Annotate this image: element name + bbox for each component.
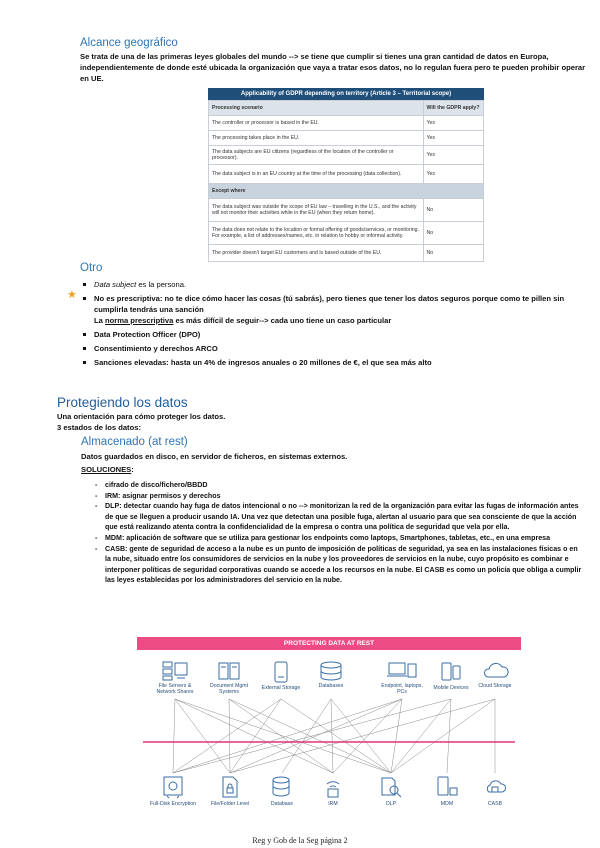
mdm-icon bbox=[435, 775, 459, 799]
list-item: No es prescriptiva: no te dice cómo hacer las cosas (tú sabrás), pero tienes que tener los datos seguros porque como te pillen sin cumplirla tendrás una sanción La norma prescriptiva es más difícil de seguir--> cada uno tiene un caso particular bbox=[80, 293, 580, 326]
node-endpoint: Endpoint, laptops, PCs bbox=[377, 661, 427, 695]
database-icon bbox=[318, 661, 344, 681]
list-item: Data Protection Officer (DPO) bbox=[80, 329, 580, 340]
list-item: - cifrado de disco/fichero/BBDD bbox=[95, 480, 585, 491]
soluciones-list bbox=[95, 480, 585, 586]
table-row: The data subject was outside the scope of EU law – travelling in the U.S., and the activity will not monitor their activities while in the EU (when they return home). No bbox=[209, 199, 484, 222]
connector-line bbox=[173, 699, 175, 773]
node-dlp: DLP bbox=[369, 775, 413, 807]
connector-line bbox=[281, 699, 391, 773]
alcance-text: Se trata de una de las primeras leyes globales del mundo --> se tiene que cumplir si tienes una gran cantidad de datos en Europa, independientemente de donde esté ubicada la organización que vaya a tratar esos datos, no lo regulan fuera pero te pueden prohibir operar en UE. bbox=[80, 52, 586, 83]
connector-line bbox=[230, 699, 495, 773]
list-item: Data subject es la persona. bbox=[80, 279, 580, 290]
list-item: Sanciones elevadas: hasta un 4% de ingresos anuales o 20 millones de €, el que sea más alto bbox=[80, 357, 580, 368]
soluciones-label: SOLUCIONES: bbox=[81, 465, 134, 474]
gdpr-table bbox=[208, 88, 484, 262]
table-row: The processing takes place in the EU. Yes bbox=[209, 131, 484, 146]
table-row: The controller or processor is based in the EU. Yes bbox=[209, 116, 484, 131]
node-database: Database bbox=[259, 775, 305, 807]
safe-icon bbox=[161, 775, 185, 799]
table-except-row: Except where bbox=[209, 184, 484, 199]
table-header-scenario: Processing scenario bbox=[209, 101, 424, 116]
list-item: - DLP: detectar cuando hay fuga de datos intencional o no --> monitorizan la red de la organización para evitar las fugas de información antes de que se lleguen a producir usando IA. Una vez que detectan una posible fuga, alertan al usuario para que sea consciente de que la acción que está realizando atenta contra la confidencialidad de la empresa o contra una política de seguridad que vela por ella. bbox=[95, 501, 585, 533]
page-footer: Reg y Gob de la Seg página 2 bbox=[252, 836, 348, 845]
almacenado-text: Datos guardados en disco, en servidor de ficheros, en sistemas externos. bbox=[81, 452, 348, 461]
connector-line bbox=[175, 699, 333, 773]
node-file-folder: File/Folder Level bbox=[203, 775, 257, 807]
node-databases: Databases bbox=[307, 661, 355, 689]
protecting-data-diagram bbox=[137, 637, 521, 825]
connector-line bbox=[229, 699, 333, 773]
list-item: - IRM: asignar permisos y derechos bbox=[95, 491, 585, 502]
node-file-servers: File Servers & Network Shares bbox=[149, 661, 201, 695]
casb-icon bbox=[483, 775, 507, 799]
table-row: The data subjects are EU citizens (regardless of the location of the controller or processor). Yes bbox=[209, 146, 484, 165]
table-header-apply: Will the GDPR apply? bbox=[423, 101, 484, 116]
connector-line bbox=[282, 699, 331, 773]
database-lock-icon bbox=[270, 775, 294, 799]
node-cloud-storage: Cloud Storage bbox=[471, 661, 519, 689]
node-document-mgmt: Document Mgmt Systems bbox=[203, 661, 255, 695]
diagram-banner: PROTECTING DATA AT REST bbox=[137, 637, 521, 650]
document-icon bbox=[216, 661, 242, 681]
protegiendo-estados: 3 estados de los datos: bbox=[57, 423, 141, 432]
connector-line bbox=[331, 699, 391, 773]
file-lock-icon bbox=[218, 775, 242, 799]
connector-line bbox=[391, 699, 451, 773]
irm-icon bbox=[321, 775, 345, 799]
connector-line bbox=[391, 699, 402, 773]
connector-line bbox=[331, 699, 333, 773]
section-heading-otro: Otro bbox=[80, 262, 103, 274]
table-row: The data subject is in an EU country at the time of the processing (data collection). Yes bbox=[209, 165, 484, 184]
cloud-icon bbox=[480, 661, 510, 681]
node-external-storage: External Storage bbox=[259, 661, 303, 691]
connector-line bbox=[173, 699, 451, 773]
connector-line bbox=[175, 699, 230, 773]
table-row: The data does not relate to the location or formal offering of goods/services, or monitoring. For example, a list of addresses/names, etc. in relation to hobby or informal activity. No bbox=[209, 222, 484, 245]
laptop-icon bbox=[387, 661, 417, 681]
section-heading-protegiendo: Protegiendo los datos bbox=[57, 395, 188, 410]
otro-list bbox=[80, 279, 580, 368]
connector-line bbox=[229, 699, 230, 773]
table-row: The provider doesn't target EU customers and is based outside of the EU. No bbox=[209, 245, 484, 262]
star-icon: ★ bbox=[67, 289, 77, 301]
protegiendo-intro: Una orientación para cómo proteger los datos. bbox=[57, 412, 226, 421]
table-title: Applicability of GDPR depending on territory (Article 3 – Territorial scope) bbox=[208, 88, 484, 100]
connector-line bbox=[229, 699, 391, 773]
connector-line bbox=[391, 699, 495, 773]
external-storage-icon bbox=[273, 661, 289, 683]
node-mobile: Mobile Devices bbox=[431, 661, 471, 691]
mobile-icon bbox=[440, 661, 462, 683]
node-irm: IRM bbox=[311, 775, 355, 807]
connector-line bbox=[447, 699, 451, 773]
list-item: - MDM: aplicación de software que se utiliza para gestionar los endpoints como laptops, Smartphones, tabletas, etc., en una empresa bbox=[95, 533, 585, 544]
list-item: - CASB: gente de seguridad de acceso a la nube es un punto de imposición de políticas de seguridad, ya sea en las instalaciones físicas o en la nube, situado entre los consumidores de servicios en la nube y los proveedores de servicios en la nube, cuyo propósito es combinar e interponer políticas de seguridad corporativas cuando se accede a los recursos en la nube. El CASB es como un policía que obliga a cumplir las leyes establecidas por los administradores del servicio en la nube. bbox=[95, 544, 585, 586]
connector-line bbox=[173, 699, 281, 773]
node-mdm: MDM bbox=[425, 775, 469, 807]
section-heading-alcance: Alcance geográfico bbox=[80, 37, 178, 49]
file-server-icon bbox=[162, 661, 188, 681]
list-item: Consentimiento y derechos ARCO bbox=[80, 343, 580, 354]
node-full-disk: Full-Disk Encryption bbox=[143, 775, 203, 807]
dlp-icon bbox=[379, 775, 403, 799]
section-heading-almacenado: Almacenado (at rest) bbox=[81, 436, 188, 448]
node-casb: CASB bbox=[473, 775, 517, 807]
